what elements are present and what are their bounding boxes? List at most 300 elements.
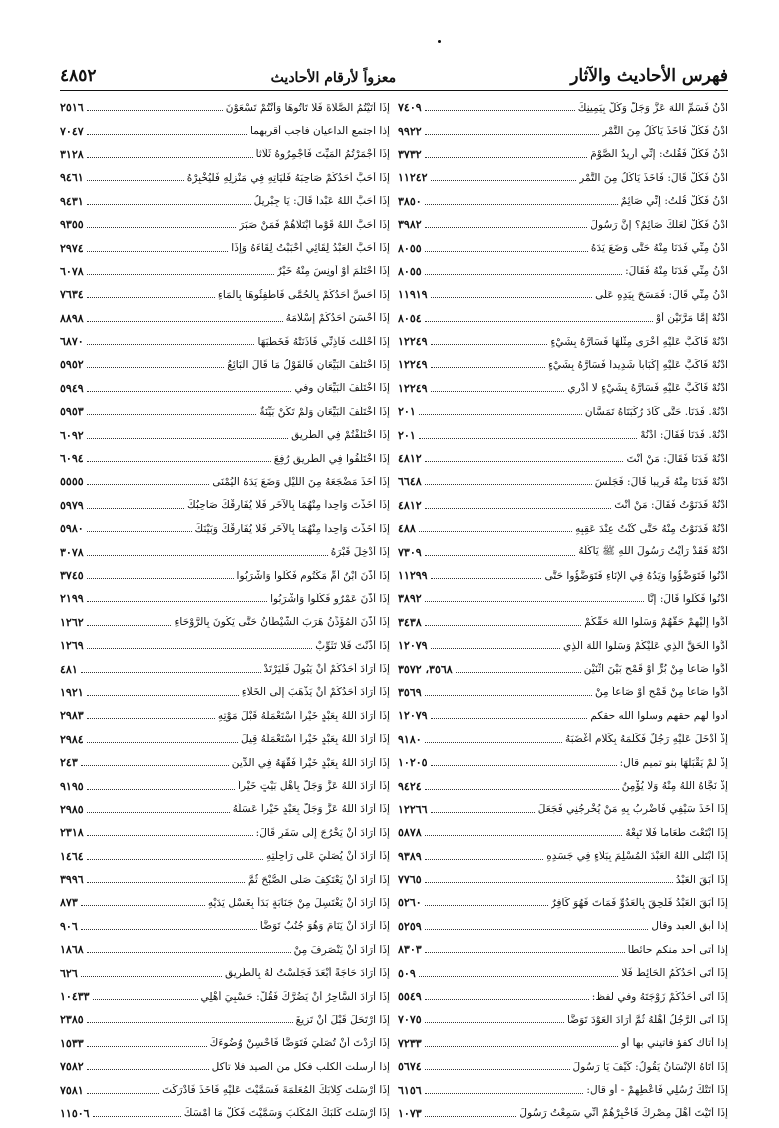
entry-text: ادْنُ مِنِّي قَالَ: فَمَسَحَ بِيَدِهِ عَلَى <box>595 288 728 301</box>
index-entry <box>398 587 728 610</box>
dot-leader <box>456 672 581 673</box>
dot-leader <box>87 157 253 158</box>
entry-number: ٥٥٥٥ <box>60 475 84 489</box>
index-entry <box>398 1032 728 1055</box>
index-entry <box>60 166 390 189</box>
entry-number: ٩٤٢٤ <box>398 779 422 793</box>
entry-number: ٥٩٨٠ <box>60 522 84 536</box>
entry-number: ٥٥٤٩ <box>398 990 422 1004</box>
index-entry <box>60 470 390 493</box>
entry-number: ١٤٦٤ <box>60 849 84 863</box>
dot-leader <box>87 134 247 135</box>
dot-leader <box>425 1022 564 1023</box>
entry-text: إِذَا أَرَادَ اللهُ بِعَبْدٍ خَيْراً فَقَّهَهُ فِي الدِّينِ <box>231 756 390 769</box>
entry-number: ٧٥٨٢ <box>60 1060 84 1074</box>
page-header <box>60 56 728 86</box>
dot-leader <box>93 1116 181 1117</box>
dot-leader <box>425 461 624 462</box>
index-entry <box>60 587 390 610</box>
entry-text: إِذَا أَرَادَ أَنْ يَنْصَرِفَ مِنْ <box>293 943 390 956</box>
entry-number: ٣٧٣٢ <box>398 147 422 161</box>
entry-text: ادْنُهْ فَدَنَا فَقَالَ: مَنْ أَنْتَ <box>626 452 728 465</box>
entry-text: إِذَا أَتَى أَحَدُكُمُ الْحَائِطَ فَلَا <box>621 967 728 980</box>
entry-text: إذا أرسلت الكلب فكل من الصيد فلا تأكل <box>211 1060 390 1073</box>
entry-number: ٨٠٥٥ <box>398 241 422 255</box>
entry-text: ادْنُهْ فَأَكَبَّ عَلَيْهِ فَسَارَّهُ بِشَيْءٍ لا أَدْرِي <box>567 382 728 395</box>
entry-text: أَدُّوا إِلَيْهِمْ حَقَّهُمْ وَسَلُوا اللهَ حَقَّكُمْ <box>584 616 728 629</box>
index-entry <box>60 985 390 1008</box>
entry-number: ٩٤٣١ <box>60 194 84 208</box>
entry-text: ادْنُ فَكُلْ فَقُلْتُ: إِنِّي أُرِيدُ الصَّوْمَ <box>590 148 728 161</box>
entry-number: ٤٨١ <box>60 662 78 676</box>
entry-text: ادْنُهْ فَأَكَبَّ عَلَيْهِ أُخْرَى مِثْلَهَا فَسَارَّهُ بِشَيْءٍ <box>550 335 728 348</box>
entry-text: إِذَا أَرَادَ اللهُ عَزَّ وَجَلَّ بِأَهْلِ بَيْتٍ خَيْراً <box>238 780 390 793</box>
index-entry <box>398 985 728 1008</box>
entry-number: ٢٣٨٥ <box>60 1013 84 1027</box>
entry-number: ١٠٤٣٣ <box>60 990 90 1004</box>
entry-number: ٤٨٨ <box>398 522 416 536</box>
index-entry <box>398 353 728 376</box>
index-entry <box>60 330 390 353</box>
entry-number: ٣٨٥٠ <box>398 194 422 208</box>
entry-number: ١٨٦٨ <box>60 943 84 957</box>
entry-text: إِذَا أَرَادَ أَنْ يَعْتَكِفَ صَلَّى الصُّبْحَ ثُمَّ <box>247 873 390 886</box>
index-entry <box>398 1078 728 1101</box>
page-number: ٤٨٥٢ <box>60 66 97 86</box>
index-entry <box>398 915 728 938</box>
index-entry <box>60 1078 390 1101</box>
entry-text: إِذَا أَرَادَ أَنْ يَخْرُجَ إِلَى سَفَرٍ قَالَ: <box>255 826 390 839</box>
entry-number: ٩٤٦١ <box>60 171 84 185</box>
index-entry <box>398 1055 728 1078</box>
index-entry <box>398 447 728 470</box>
entry-text: ادْنُهْ فَقَدْ رَأَيْتُ رَسُولَ اللهِ ﷺ يَأْكُلُهُ <box>578 544 728 557</box>
dot-leader <box>81 976 222 977</box>
entry-text: إِذَا اخْتَلَفُوا فِي الطَّرِيقِ رُفِعَ <box>273 452 390 465</box>
index-entry <box>60 96 390 119</box>
entry-text: ادْنُهْ فَدَنَوْتُ مِنْهُ حَتَّى كُنْتُ عِنْدَ عَقِبِهِ <box>575 522 728 535</box>
entry-text: إِذَا أَرَدْتَ أَنْ تُصَلِّيَ فَتَوَضَّأْ فَأَحْسِنْ وُضُوءَكَ <box>209 1037 390 1050</box>
entry-text: إِذَا أَتَى الرَّجُلُ أَهْلَهُ ثُمَّ أَرَادَ الْعَوْدَ تَوَضَّأَ <box>566 1013 728 1026</box>
dot-leader <box>431 180 577 181</box>
entry-number: ٥٠٩ <box>398 966 416 980</box>
dot-leader <box>425 601 645 602</box>
index-entry <box>398 96 728 119</box>
entry-text: إذا اجتمع الداعيان فأجب أقربهما <box>249 125 390 138</box>
index-entry <box>398 166 728 189</box>
entry-text: إِذَا أَرَادَ اللهُ عَزَّ وَجَلَّ بِعَبْدٍ خَيْراً عَسَلَهُ <box>232 803 390 816</box>
entry-number: ٣١٢٨ <box>60 147 84 161</box>
dot-leader <box>431 367 545 368</box>
index-entry <box>60 423 390 446</box>
entry-text: إِذَا أَحَبَّ الْعَبْدُ لِقَائِي أَحْبَبْتُ لِقَاءَهُ وَإِذَا <box>231 242 390 255</box>
entry-number: ٣٧٤٥ <box>60 569 84 582</box>
entry-text: إِذَا أَحَبَّ اللهُ قَوْماً ابْتَلَاهُمْ فَمَنْ صَبَرَ <box>239 218 390 231</box>
index-entry <box>60 119 390 142</box>
entry-text: إِذْ أَدْخَلَ عَلَيْهِ رَجُلٌ فَكَلَّمَهُ بِكَلَامٍ أَغْضَبَهُ <box>565 733 728 746</box>
entry-text: إِذَا أَرْسَلْتَ كِلَابَكَ الْمُعَلَّمَةَ فَسَمَّيْتَ عَلَيْهِ فَأَخَذَ فَأَدْرَكْتَ <box>162 1084 390 1097</box>
dot-leader <box>87 414 257 415</box>
entry-number: ٤٨١٢ <box>398 498 422 512</box>
entry-number: ١٢٢٦٦ <box>398 802 428 816</box>
entry-number: ١٠٧٣ <box>398 1106 422 1120</box>
index-entry <box>60 798 390 821</box>
dot-leader <box>87 274 274 275</box>
index-entry <box>60 681 390 704</box>
entry-text: إِذَا أَرَادَ اللهُ بِعَبْدٍ خَيْراً اسْتَعْمَلَهُ قَبْلَ مَوْتِهِ <box>217 709 390 722</box>
entry-text: إذا أتاك كفؤ فأتيني بها أو <box>621 1037 728 1050</box>
index-entry <box>398 657 728 680</box>
entry-text: ادْنُ فَكُلْ لَعَلَّكَ صَائِمٌ؟ إِنَّ رَسُولَ <box>590 218 728 231</box>
dot-leader <box>93 999 198 1000</box>
entry-number: ٨٨٩٨ <box>60 311 84 325</box>
index-entry <box>60 236 390 259</box>
entry-text: إِذَا أَتَى أَحَدُكُمْ زَوْجَتَهُ وفي لفظ: <box>591 990 728 1003</box>
dot-leader <box>425 484 592 485</box>
entry-number: ١١٢٤٢ <box>398 171 428 185</box>
dot-leader <box>425 742 562 743</box>
dot-leader <box>425 625 582 626</box>
index-entry <box>398 540 728 563</box>
entry-number: ٩٣٥٥ <box>60 218 84 232</box>
index-entry <box>398 236 728 259</box>
entry-number: ٦٠٩٢ <box>60 428 84 442</box>
dot-leader <box>431 718 588 719</box>
entry-number: ٩٣٨٩ <box>398 849 422 863</box>
entry-text: إِذَا أَرَادَ أَحَدُكُمْ أَنْ يَبُولَ فَلْيَرْتَدْ <box>263 663 390 676</box>
entry-number: ٧٠٧٥ <box>398 1013 422 1027</box>
index-entry <box>60 540 390 563</box>
entry-text: إِذَا أَرْسَلْتَ كَلْبَكَ الْمُكَلَّبَ وَسَمَّيْتَ فَكُلْ مَا أَمْسَكَ <box>183 1107 390 1120</box>
entry-text: إِذَا أَتَاهُ الْإِنْسَانُ يَقُولُ: كَيْفَ يَا رَسُولَ <box>572 1060 728 1073</box>
dot-leader <box>425 555 576 556</box>
dot-leader <box>87 952 291 953</box>
running-title: فهرس الأحاديث والآثار <box>570 66 728 86</box>
dot-leader <box>425 204 618 205</box>
entry-number: ٢٣١٨ <box>60 826 84 840</box>
index-entry <box>60 657 390 680</box>
index-entry <box>60 143 390 166</box>
dot-leader <box>87 321 283 322</box>
entry-text: إِذَا أَخَذَ مَضْجَعَهُ مِنَ اللَّيْلِ وَضَعَ يَدَهُ الْيُمْنَى <box>212 475 390 488</box>
entry-text: إِذَا أَرَادَ أَنْ يُصَلِّيَ عَلَى رَاحِلَتِهِ <box>265 850 390 863</box>
entry-number: ١٢٦٩ <box>60 639 84 653</box>
entry-text: إِذَا اخْتَلَفَ الْبَيِّعَانِ فَالْقَوْلُ مَا قَالَ الْبَائِعُ <box>227 358 390 371</box>
index-entry <box>60 1055 390 1078</box>
entry-text: ادْنُهْ فَأَكَبَّ عَلَيْهِ إِكْبَاباً شَدِيداً فَسَارَّهُ بِشَيْءٍ <box>547 358 728 371</box>
index-entry <box>60 845 390 868</box>
entry-number: ١٥٣٣ <box>60 1036 84 1050</box>
entry-number: ١٢٢٤٩ <box>398 358 428 372</box>
dot-leader <box>87 204 251 205</box>
dot-leader <box>419 531 572 532</box>
entry-text: إِذَا أَتَتْكَ رُسُلِي فَأَعْطِهِمْ - أو قال: <box>586 1084 728 1097</box>
index-entry <box>60 938 390 961</box>
entry-text: أدوا لهم حقهم وسلوا الله حقكم <box>590 709 728 722</box>
dot-leader <box>425 1093 584 1094</box>
entry-number: ٥٩٧٩ <box>60 498 84 512</box>
entry-number: ١٢٦٢ <box>60 615 84 629</box>
index-entry <box>60 307 390 330</box>
entry-text: إِذَا أَذَّنَ الْمُؤَذِّنُ هَرَبَ الشَّيْطَانُ حَتَّى يَكُونَ بِالرَّوْحَاءِ <box>174 616 390 629</box>
index-entry <box>60 821 390 844</box>
entry-text: إِذْ لَمْ يَقْبَلْهَا بنو تميم قال: <box>619 756 728 769</box>
index-entry <box>398 961 728 984</box>
dot-leader <box>87 1046 207 1047</box>
index-entry <box>398 845 728 868</box>
entry-number: ٨٠٥٤ <box>398 311 422 325</box>
entry-number: ٢٩٧٤ <box>60 241 84 255</box>
dot-leader <box>87 1093 159 1094</box>
index-entry <box>398 938 728 961</box>
entry-text: أَدُّوا الْحَقَّ الَّذِي عَلَيْكُمْ وَسَلُوا اللهَ الَّذِي <box>562 639 728 652</box>
dot-leader <box>87 859 263 860</box>
dot-leader <box>425 508 612 509</box>
index-entry <box>398 681 728 704</box>
index-entry <box>398 307 728 330</box>
index-entry <box>398 260 728 283</box>
entry-number: ٦٦٤٨ <box>398 475 422 489</box>
index-entry <box>60 774 390 797</box>
dot-leader <box>431 344 548 345</box>
entry-number: ١٩٢١ <box>60 685 84 699</box>
entry-number: ٢٥١٦ <box>60 101 84 115</box>
dot-leader <box>87 812 230 813</box>
dot-leader <box>431 812 535 813</box>
entry-text: ادْنُ فَكُلْ فَأَخَذَ يَأْكُلُ مِنَ التَّمْرِ <box>602 125 728 138</box>
entry-text: إِذَا أَحْسَنَ أَحَدُكُمْ إِسْلَامَهُ <box>285 312 390 325</box>
entry-text: إِذَا أَرَادَ حَاجَةً أَبْعَدَ فَجَلَسْتُ لَهُ بِالطَّرِيقِ <box>225 967 390 980</box>
index-entry <box>60 564 390 587</box>
index-entry <box>60 260 390 283</box>
dot-leader <box>425 882 673 883</box>
dot-leader <box>425 1069 570 1070</box>
dot-leader <box>425 110 575 111</box>
index-entry <box>398 1008 728 1031</box>
dot-leader <box>425 321 653 322</box>
entry-text: إِذَا أَخَذْتَ وَاحِداً مِنْهُمَا بِالْآخَرِ فَلَا يُفَارِقْكَ وَبَيْنَكَ <box>194 522 390 535</box>
index-entry <box>60 353 390 376</box>
index-entry <box>60 915 390 938</box>
entry-number: ٣٥٦٨، ٣٥٧٢ <box>398 662 453 676</box>
entry-number: ١١٩١٩ <box>398 288 428 302</box>
entry-number: ٦٠٧٨ <box>60 264 84 278</box>
entry-text: إِذَا أَحْلَلْتَ فَآذِنِّي فَآذَنَتْهُ فَخَطَبَهَا <box>257 335 390 348</box>
dot-leader <box>425 251 588 252</box>
index-entry <box>60 377 390 400</box>
index-entry <box>398 704 728 727</box>
index-entry <box>60 1102 390 1125</box>
dot-leader <box>87 1022 293 1023</box>
entry-number: ٥٨٧٨ <box>398 826 422 840</box>
index-entry <box>398 190 728 213</box>
dot-leader <box>419 976 619 977</box>
dot-leader <box>425 134 599 135</box>
index-entry <box>398 283 728 306</box>
running-subtitle: معزواً لأرقام الأحاديث <box>270 70 397 86</box>
entry-number: ٩١٩٥ <box>60 779 84 793</box>
dot-leader <box>419 438 637 439</box>
dot-leader <box>87 531 192 532</box>
index-entry <box>398 400 728 423</box>
index-entry <box>398 213 728 236</box>
entry-text: إِذَا أُدْخِلَ قَبْرَهُ <box>330 546 390 559</box>
entry-number: ٦١٥٦ <box>398 1083 422 1097</box>
dot-leader <box>81 929 257 930</box>
dot-leader <box>425 274 622 275</box>
dot-leader <box>87 1069 209 1070</box>
entry-text: إِذَا أَذَّنَ عَمْرٌو فَكُلُوا وَاشْرَبُوا <box>270 592 390 605</box>
entry-number: ٨٣٠٣ <box>398 943 422 957</box>
index-entry <box>60 447 390 470</box>
index-entry <box>398 891 728 914</box>
entry-number: ٦٠٩٤ <box>60 452 84 466</box>
entry-text: ادْنُ مِنِّي فَدَنَا مِنْهُ حَتَّى وَضَعَ يَدَهُ <box>590 242 728 255</box>
entry-number: ٣٤٣٨ <box>398 615 422 629</box>
entry-text: إِذَا ارْتَحَلَ قَبْلَ أَنْ تَزِيغَ <box>295 1013 390 1026</box>
entry-number: ٥٢٦٠ <box>398 896 422 910</box>
entry-text: إِذَا أَتَيْتَ أَهْلَ مِصْرِكَ فَأَخْبِرْهُمْ أَنِّي سَمِعْتُ رَسُولَ <box>519 1107 728 1120</box>
entry-text: إِذَا أَرَادَ أَنْ يَغْتَسِلَ مِنْ جَنَابَةٍ بَدَأَ بِغَسْلِ يَدَيْهِ <box>207 896 390 909</box>
index-column-right <box>398 96 728 1125</box>
entry-text: إِذْ نَجَّاهُ اللهُ مِنْهُ وَلَا يُؤْمِنُ <box>621 780 728 793</box>
dot-leader <box>87 555 328 556</box>
entry-text: إِذَا اخْتَلَفَ الْبَيِّعَانِ وَلَمْ تَكُنْ بَيِّنَةٌ <box>259 405 390 418</box>
entry-text: ادْنُهْ. فَدَنَا فَقَالَ: ادْنُهْ <box>640 429 728 442</box>
dot-leader <box>87 648 313 649</box>
entry-number: ٤٨١٢ <box>398 452 422 466</box>
entry-number: ٢٠١ <box>398 428 416 442</box>
dot-leader <box>87 180 184 181</box>
dot-leader <box>425 859 544 860</box>
entry-text: ادْنُوا فَكُلُوا قَالَ: إِنَّا <box>647 592 728 605</box>
index-entry <box>60 1032 390 1055</box>
entry-number: ٧٣٠٩ <box>398 545 422 559</box>
entry-text: إِذَا اخْتَلَفْتُمْ فِي الطَّرِيقِ <box>291 429 390 442</box>
dot-leader <box>87 601 267 602</box>
index-entry <box>60 751 390 774</box>
entry-number: ٩١٨٠ <box>398 732 422 746</box>
entry-number: ٩٠٦ <box>60 919 78 933</box>
dot-leader <box>87 695 239 696</box>
dot-leader <box>87 438 288 439</box>
dot-leader <box>425 789 619 790</box>
entry-text: إِذَا أَرَادَ أَنْ يَنَامَ وَهُوَ جُنُبٌ تَوَضَّأَ <box>259 920 390 933</box>
entry-text: إِذَا ابْتَعْتَ طَعَاماً فَلَا تَبِعْهُ <box>625 826 728 839</box>
dot-leader <box>81 765 229 766</box>
dot-leader <box>425 227 588 228</box>
entry-text: إِذَا أَرَادَ السَّاحِرُ أَنْ يَضُرَّكَ فَقُلْ: حَسْبِيَ أَهْلِي <box>200 990 390 1003</box>
dot-leader <box>431 578 542 579</box>
entry-text: ادْنُ فَسَمِّ اللهَ عَزَّ وَجَلَّ وَكُلْ بِيَمِينِكَ <box>577 101 728 114</box>
entry-number: ١٠٢٠٥ <box>398 756 428 770</box>
dot-leader <box>87 297 215 298</box>
entry-number: ٢٩٨٤ <box>60 732 84 746</box>
entry-text: إِذَا أَحَبَّ اللهُ عَبْداً قَالَ: يَا جِبْرِيلُ <box>253 195 390 208</box>
dot-leader <box>87 110 223 111</box>
entry-number: ٧٧٦٥ <box>398 873 422 887</box>
entry-text: ادْنُهْ إِمَّا مَرَّتَيْنِ أَوْ <box>655 312 728 325</box>
entry-text: إِذَا أَتَيْتُمُ الصَّلَاةَ فَلَا تَأْتُوهَا وَأَنْتُمْ تَسْعَوْنَ <box>225 101 390 114</box>
index-entry <box>60 213 390 236</box>
entry-text: إِذَا أَحَبَّ أَحَدُكُمْ صَاحِبَهُ فَلْيَأْتِهِ فِي مَنْزِلِهِ فَلْيُخْبِرْهُ <box>186 171 390 184</box>
header-rule <box>60 90 728 91</box>
entry-text: إِذَا اخْتَلَفَ الْبَيِّعَانِ وفي <box>294 382 390 395</box>
entry-text: إِذَا أَرَادَ أَحَدُكُمْ أَنْ يَذْهَبَ إِلَى الْخَلَاءِ <box>241 686 390 699</box>
index-entry <box>398 728 728 751</box>
entry-text: إِذَا ابْتَلَى اللهُ الْعَبْدَ الْمُسْلِمَ بِبَلَاءٍ فِي جَسَدِهِ <box>546 850 728 863</box>
dot-leader <box>431 765 617 766</box>
entry-text: ادْنُهْ فَدَنَا مِنْهُ قَرِيباً قَالَ: فَجَلَسَ <box>594 475 728 488</box>
entry-text: ادْنُهْ فَدَنَوْتُ فَقَالَ: مَنْ أَنْتَ <box>614 499 728 512</box>
index-entry <box>398 751 728 774</box>
index-entry <box>60 517 390 540</box>
index-entry <box>60 494 390 517</box>
entry-text: إِذَا أَخَذَ سَيْفِي فَأَضْرِبُ بِهِ مَنْ يُخْرِجُنِي فَجَعَلَ <box>537 803 728 816</box>
entry-number: ٧٠٤٧ <box>60 124 84 138</box>
index-entry <box>60 283 390 306</box>
entry-number: ٢٩٨٥ <box>60 802 84 816</box>
entry-number: ٥٢٥٩ <box>398 919 422 933</box>
dot-leader <box>87 789 235 790</box>
index-entry <box>398 377 728 400</box>
entry-number: ٢٠١ <box>398 405 416 419</box>
dot-leader <box>87 508 184 509</box>
entry-number: ٣٩٩٦ <box>60 873 84 887</box>
index-entry <box>60 1008 390 1031</box>
index-entry <box>398 143 728 166</box>
entry-text: ادْنُ فَكُلْ قُلْتُ: إِنِّي صَائِمٌ <box>620 195 728 208</box>
entry-number: ٢٩٨٣ <box>60 709 84 723</box>
index-entry <box>398 423 728 446</box>
index-entry <box>60 891 390 914</box>
index-entry <box>60 704 390 727</box>
index-entry <box>60 634 390 657</box>
dot-leader <box>425 1116 517 1117</box>
entry-number: ٦٨٧٠ <box>60 335 84 349</box>
entry-text: إِذَا أَذَّنَ ابْنُ أُمِّ مَكْتُومٍ فَكُلُوا وَاشْرَبُوا <box>236 569 390 582</box>
entry-number: ٣٨٩٢ <box>398 592 422 606</box>
entry-number: ٧٤٠٩ <box>398 101 422 115</box>
dot-leader <box>425 999 589 1000</box>
index-column-left <box>60 96 390 1125</box>
entry-number: ١٢٢٤٩ <box>398 381 428 395</box>
dot-leader <box>425 952 625 953</box>
entry-number: ٣٥٦٩ <box>398 685 422 699</box>
dot-leader <box>425 905 548 906</box>
index-entry <box>398 494 728 517</box>
dot-leader <box>87 882 245 883</box>
entry-text: إِذَا أَذَّنْتَ فَلَا تَثَوِّبْ <box>315 639 390 652</box>
dot-leader <box>87 461 271 462</box>
index-entry <box>60 961 390 984</box>
top-mark <box>438 40 441 43</box>
entry-number: ٨٠٥٥ <box>398 264 422 278</box>
dot-leader <box>87 367 225 368</box>
entry-number: ١١٥٠٦ <box>60 1106 90 1120</box>
index-entry <box>398 517 728 540</box>
index-entry <box>398 868 728 891</box>
dot-leader <box>87 391 292 392</box>
entry-text: إذا أبق العبد وقال <box>651 920 728 933</box>
entry-text: إِذَا أَرَادَ اللهُ بِعَبْدٍ خَيْراً اسْتَعْمَلَهُ قِيلَ <box>241 733 390 746</box>
entry-number: ١٢٠٧٩ <box>398 709 428 723</box>
index-entry <box>398 774 728 797</box>
entry-text: ادْنُ مِنِّي فَدَنَا مِنْهُ فَقَالَ: <box>625 265 728 278</box>
dot-leader <box>425 157 588 158</box>
index-entry <box>398 564 728 587</box>
index-entry <box>398 470 728 493</box>
